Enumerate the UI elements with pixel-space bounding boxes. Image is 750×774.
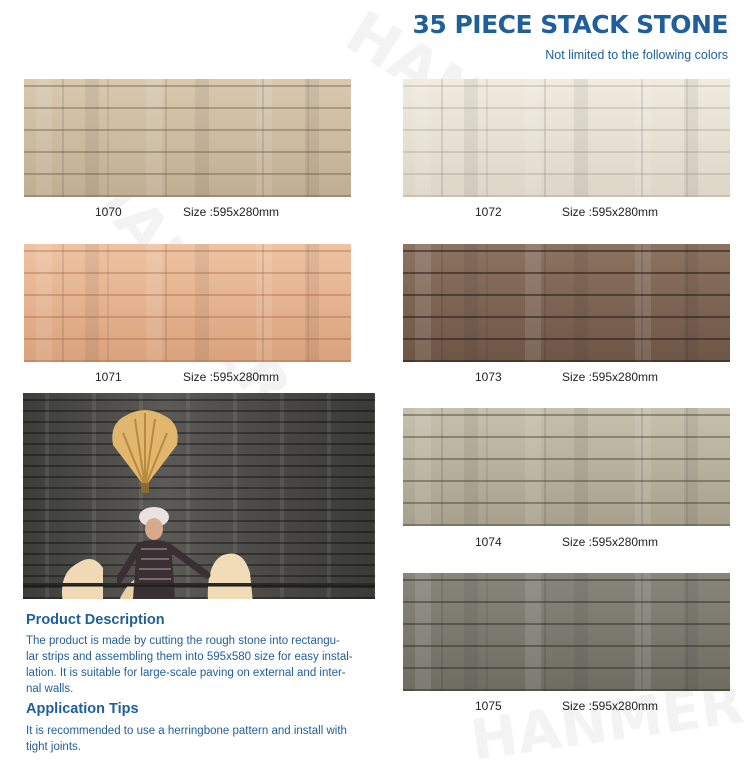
tips-line: tight joints. [26,741,81,753]
stone-swatch-1071 [24,244,351,362]
installation-photo [23,393,375,599]
description-line: nal walls. [26,683,74,695]
swatch-code-1072: 1072 [475,205,502,219]
product-description-text [26,633,378,697]
swatch-code-1073: 1073 [475,370,502,384]
stone-swatch-1070 [24,79,351,197]
swatch-size-1072: Size :595x280mm [562,205,659,219]
application-tips-text [26,723,378,755]
swatch-code-1075: 1075 [475,699,502,713]
stone-swatch-1072 [403,79,730,197]
stone-swatch-1073 [403,244,730,362]
swatch-size-1075: Size :595x280mm [562,699,659,713]
description-line: lation. It is suitable for large-scale paving on external and inter- [26,667,346,679]
application-tips-heading: Application Tips [26,701,139,717]
description-line: lar strips and assembling them into 595x580 size for easy instal- [26,651,353,663]
tips-line: It is recommended to use a herringbone pattern and install with [26,725,347,737]
stone-swatch-1075 [403,573,730,691]
swatch-size-1070: Size :595x280mm [183,205,280,219]
swatch-size-1071: Size :595x280mm [183,370,280,384]
description-line: The product is made by cutting the rough stone into rectangu- [26,635,340,647]
swatch-code-1074: 1074 [475,535,502,549]
swatch-size-1074: Size :595x280mm [562,535,659,549]
swatch-code-1070: 1070 [95,205,122,219]
shell-lamp-image [105,405,185,495]
railing-image [23,583,375,599]
page-subtitle: Not limited to the following colors [545,48,728,62]
swatch-code-1071: 1071 [95,370,122,384]
stone-swatch-1074 [403,408,730,526]
swatch-size-1073: Size :595x280mm [562,370,659,384]
product-description-heading: Product Description [26,612,165,628]
page-title: 35 PIECE STACK STONE [412,10,728,39]
